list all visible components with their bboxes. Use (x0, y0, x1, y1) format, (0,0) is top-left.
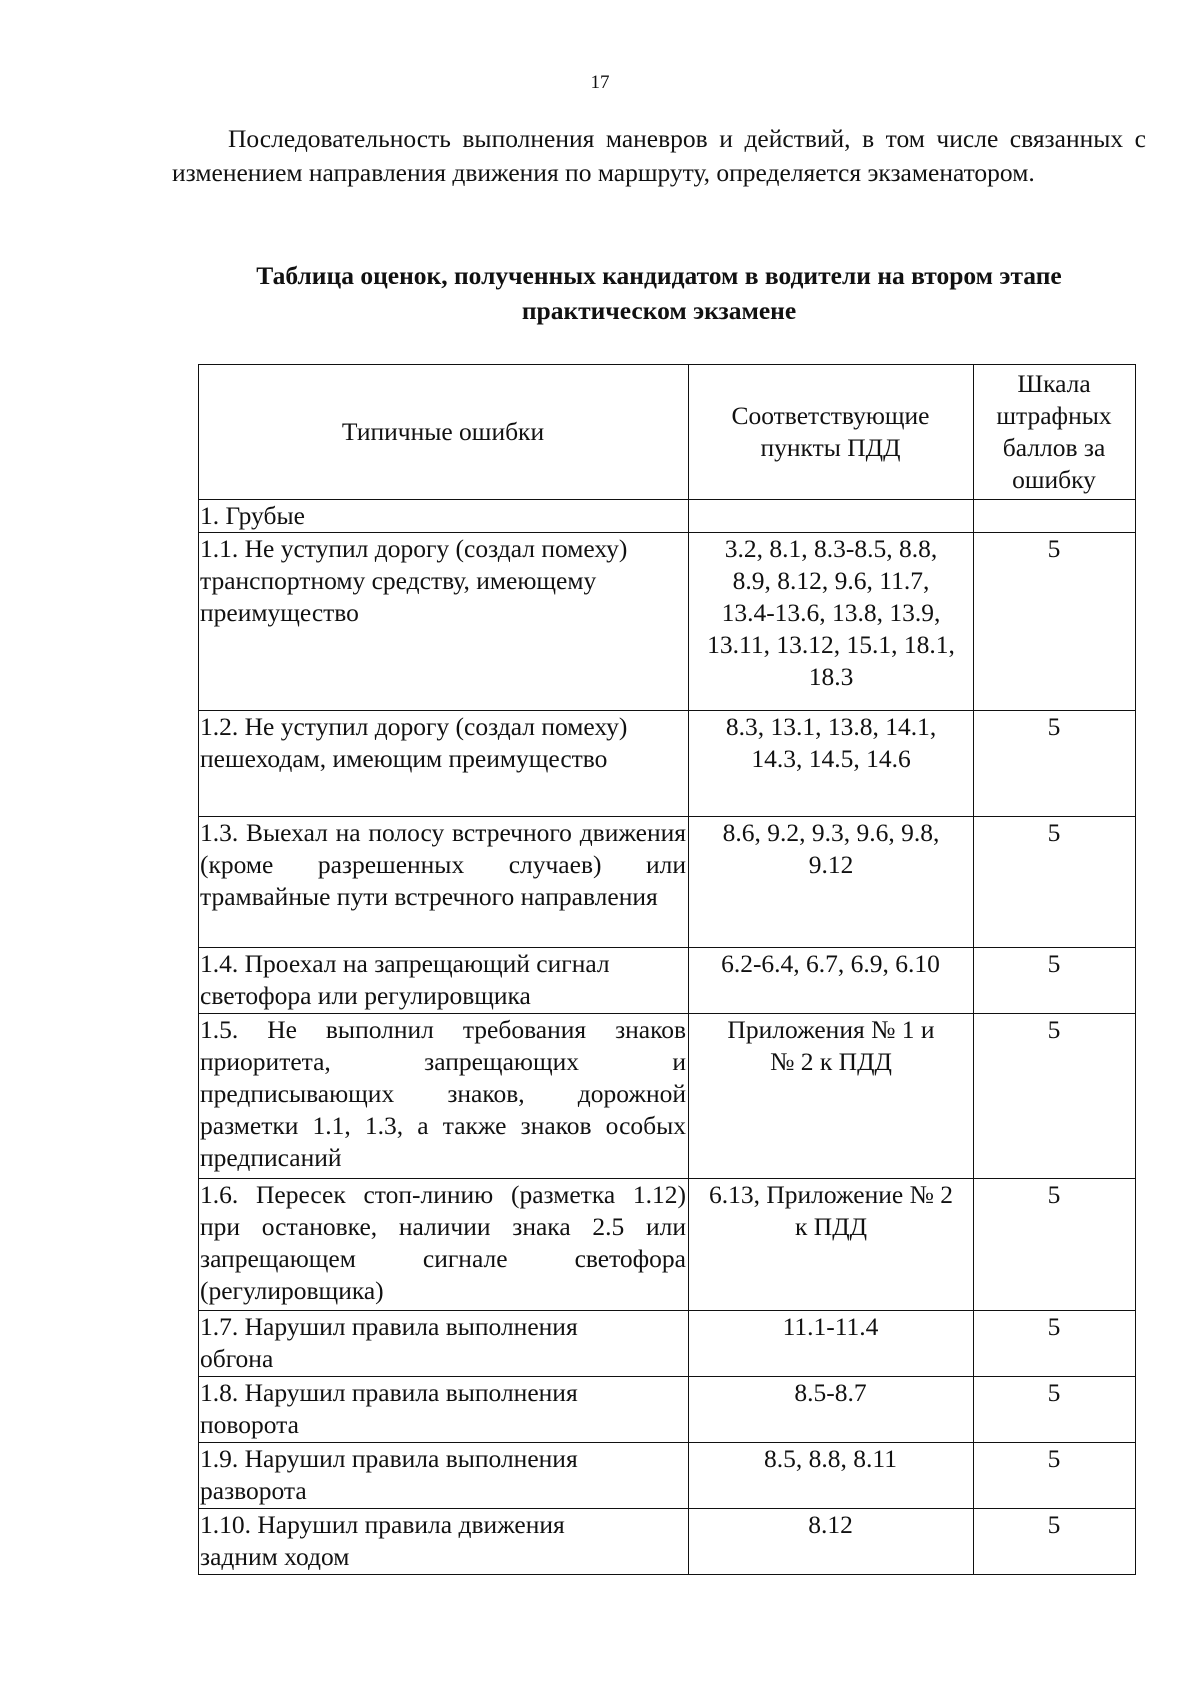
error-cell: 1.2. Не уступил дорогу (создал помеху) пешеходам, имеющим преимущество (199, 711, 689, 817)
table-row (199, 1014, 1136, 1179)
table-row (199, 948, 1136, 1014)
pdd-cell: Приложения № 1 и № 2 к ПДД (689, 1014, 974, 1179)
table-row (199, 711, 1136, 817)
error-cell: 1.4. Проехал на запрещающий сигнал светофора или регулировщика (199, 948, 689, 1014)
table-row (199, 1311, 1136, 1377)
table-row (199, 1377, 1136, 1443)
section-row (199, 500, 1136, 533)
error-cell: 1.9. Нарушил правила выполнения разворота (199, 1443, 689, 1509)
score-cell: 5 (974, 817, 1136, 948)
header-errors: Типичные ошибки (199, 365, 689, 500)
score-cell: 5 (974, 1509, 1136, 1575)
pdd-cell: 3.2, 8.1, 8.3-8.5, 8.8, 8.9, 8.12, 9.6, 11.7, 13.4-13.6, 13.8, 13.9, 13.11, 13.12, 15.1, 18.1, 18.3 (689, 533, 974, 711)
error-cell: 1.10. Нарушил правила движения задним ходом (199, 1509, 689, 1575)
score-cell: 5 (974, 1311, 1136, 1377)
table-row (199, 1179, 1136, 1311)
pdd-cell: 8.5, 8.8, 8.11 (689, 1443, 974, 1509)
header-pdd: Соответствующие пункты ПДД (689, 365, 974, 500)
page-number: 17 (590, 72, 610, 93)
section-empty-cell (974, 500, 1136, 533)
score-cell: 5 (974, 711, 1136, 817)
score-cell: 5 (974, 948, 1136, 1014)
error-cell: 1.8. Нарушил правила выполнения поворота (199, 1377, 689, 1443)
penalty-table (198, 364, 1136, 1575)
table-title: Таблица оценок, полученных кандидатом в водители на втором этапе практическом экзамене (256, 261, 1062, 325)
table-row (199, 817, 1136, 948)
score-cell: 5 (974, 1179, 1136, 1311)
table-row (199, 1443, 1136, 1509)
error-cell: 1.3. Выехал на полосу встречного движения (кроме разрешенных случаев) или трамвайные пути встречного направления (199, 817, 689, 948)
table-row (199, 1509, 1136, 1575)
score-cell: 5 (974, 1443, 1136, 1509)
error-cell: 1.7. Нарушил правила выполнения обгона (199, 1311, 689, 1377)
table-row (199, 533, 1136, 711)
pdd-cell: 8.3, 13.1, 13.8, 14.1, 14.3, 14.5, 14.6 (689, 711, 974, 817)
pdd-cell: 6.2-6.4, 6.7, 6.9, 6.10 (689, 948, 974, 1014)
pdd-cell: 8.5-8.7 (689, 1377, 974, 1443)
header-score: Шкала штрафных баллов за ошибку (974, 365, 1136, 500)
intro-paragraph: Последовательность выполнения маневров и действий, в том числе связанных с изменением направления движения по маршруту, определяется экзаменатором. (172, 124, 1146, 187)
score-cell: 5 (974, 533, 1136, 711)
section-empty-cell (689, 500, 974, 533)
error-cell: 1.5. Не выполнил требования знаков приоритета, запрещающих и предписывающих знаков, дорожной разметки 1.1, 1.3, а также знаков особых предписаний (199, 1014, 689, 1179)
pdd-cell: 11.1-11.4 (689, 1311, 974, 1377)
pdd-cell: 8.12 (689, 1509, 974, 1575)
error-cell: 1.6. Пересек стоп-линию (разметка 1.12) при остановке, наличии знака 2.5 или запрещающем сигнале светофора (регулировщика) (199, 1179, 689, 1311)
table-header-row (199, 365, 1136, 500)
pdd-cell: 6.13, Приложение № 2 к ПДД (689, 1179, 974, 1311)
pdd-cell: 8.6, 9.2, 9.3, 9.6, 9.8, 9.12 (689, 817, 974, 948)
score-cell: 5 (974, 1014, 1136, 1179)
error-cell: 1.1. Не уступил дорогу (создал помеху) транспортному средству, имеющему преимущество (199, 533, 689, 711)
score-cell: 5 (974, 1377, 1136, 1443)
section-label: 1. Грубые (199, 500, 689, 533)
